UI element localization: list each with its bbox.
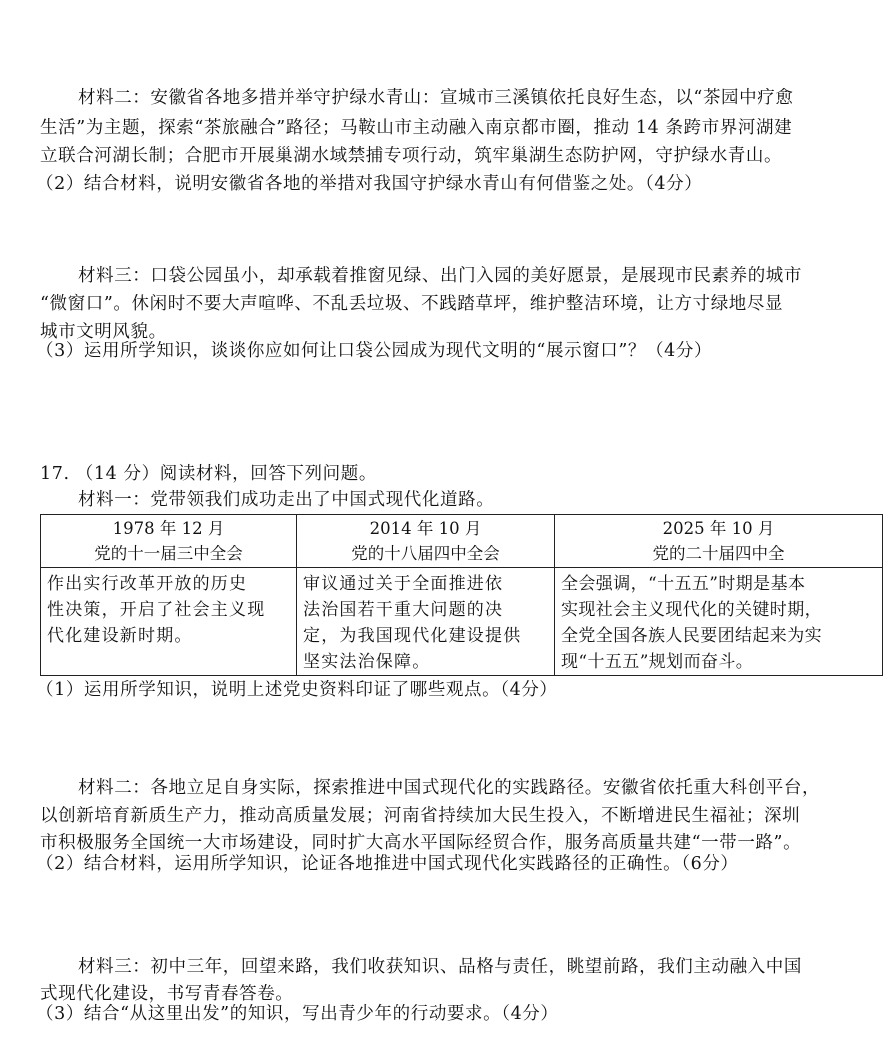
material-3-line-1: 材料三：口袋公园虽小，却承载着推窗见绿、出门入园的美好愿景，是展现市民素养的城市	[78, 266, 802, 286]
header-session: 党的十八届四中全会	[351, 544, 500, 563]
table-header-2025	[555, 515, 883, 568]
table-header-1978	[41, 515, 297, 568]
q17-header: 17. （14 分）阅读材料，回答下列问题。	[40, 464, 377, 484]
material-3-line-3: 城市文明风貌。	[40, 322, 167, 342]
q17-question-2: （2）结合材料，运用所学知识，论证各地推进中国式现代化实践路径的正确性。（6分）	[36, 854, 739, 874]
cell-line: 全党全国各族人民要团结起来为实	[561, 626, 822, 646]
q17-question-1: （1）运用所学知识，说明上述党史资料印证了哪些观点。（4分）	[36, 680, 558, 700]
cell-line: 法治国若干重大问题的决	[303, 600, 504, 620]
cell-line: 性决策，开启了社会主义现	[47, 600, 266, 620]
q17-material-1: 材料一：党带领我们成功走出了中国式现代化道路。	[78, 490, 495, 510]
q17-question-3: （3）结合“从这里出发”的知识，写出青少年的行动要求。（4分）	[36, 1004, 559, 1024]
q17-material-3-line-2: 式现代化建设，书写青春答卷。	[40, 984, 294, 1004]
q17-material-2-line-1: 材料二：各地立足自身实际，探索推进中国式现代化的实践路径。安徽省依托重大科创平台，	[78, 778, 821, 798]
table-header-2014	[297, 515, 555, 568]
q17-material-2-line-3: 市积极服务全国统一大市场建设，同时扩大高水平国际经贸合作，服务高质量共建“一带一路”。	[40, 833, 802, 853]
material-2-line-3: 立联合河湖长制；合肥市开展巢湖水域禁捕专项行动，筑牢巢湖生态防护网，守护绿水青山。	[40, 146, 783, 166]
table-cell-2014	[297, 568, 555, 676]
header-date: 1978 年 12 月	[112, 519, 225, 538]
cell-line: 坚实法治保障。	[303, 652, 431, 672]
header-date: 2014 年 10 月	[369, 519, 482, 538]
cell-line: 审议通过关于全面推进依	[303, 574, 504, 594]
material-2-line-1: 材料二：安徽省各地多措并举守护绿水青山：宣城市三溪镇依托良好生态，以“茶园中疗愈	[78, 88, 794, 108]
cell-line: 定，为我国现代化建设提供	[303, 626, 522, 646]
material-2-line-2: 生活”为主题，探索“茶旅融合”路径；马鞍山市主动融入南京都市圈，推动 14 条跨市界河湖建	[40, 118, 793, 138]
cell-line: 现“十五五”规划而奋斗。	[561, 652, 754, 672]
table-cell-2025	[555, 568, 883, 676]
cell-line: 实现社会主义现代化的关键时期，	[561, 600, 822, 620]
header-session: 党的二十届四中全	[652, 544, 785, 563]
question-2: （2）结合材料，说明安徽省各地的举措对我国守护绿水青山有何借鉴之处。（4分）	[36, 174, 703, 194]
cell-line: 代化建设新时期。	[47, 626, 193, 646]
cell-line: 作出实行改革开放的历史	[47, 574, 248, 594]
q17-material-3-line-1: 材料三：初中三年，回望来路，我们收获知识、品格与责任，眺望前路，我们主动融入中国	[78, 957, 802, 977]
material-1-table	[40, 514, 883, 676]
question-3: （3）运用所学知识，谈谈你应如何让口袋公园成为现代文明的“展示窗口”？（4分）	[36, 341, 713, 361]
q17-material-2-line-2: 以创新培育新质生产力，推动高质量发展；河南省持续加大民生投入，不断增进民生福祉；深圳	[40, 806, 801, 826]
table-cell-1978	[41, 568, 297, 676]
table-header-row	[41, 515, 883, 568]
header-date: 2025 年 10 月	[662, 519, 775, 538]
table-body-row	[41, 568, 883, 676]
material-3-line-2: “微窗口”。休闲时不要大声喧哗、不乱丢垃圾、不践踏草坪，维护整洁环境，让方寸绿地尽显	[40, 294, 784, 314]
cell-line: 全会强调，“十五五”时期是基本	[561, 574, 806, 594]
header-session: 党的十一届三中全会	[94, 544, 243, 563]
